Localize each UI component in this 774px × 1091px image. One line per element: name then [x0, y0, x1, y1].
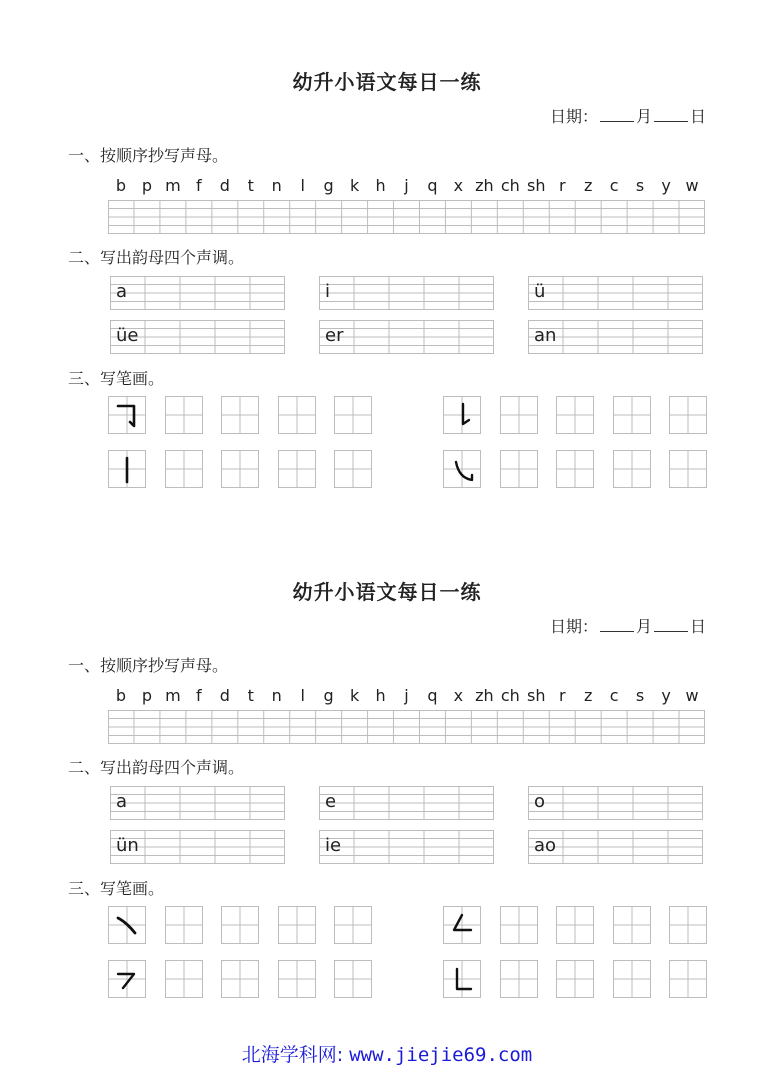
stroke-practice-grid[interactable]	[556, 960, 594, 998]
initial-letter: p	[141, 176, 152, 195]
stroke-example-grid[interactable]	[108, 396, 146, 434]
final-tone-box	[319, 320, 494, 354]
stroke-practice-grid[interactable]	[613, 960, 651, 998]
stroke-practice-grid[interactable]	[669, 960, 707, 998]
final-tone-box	[528, 320, 703, 354]
date-line	[550, 104, 706, 127]
initial-letter: y	[661, 176, 671, 195]
stroke-practice-grid[interactable]	[165, 906, 203, 944]
initial-letter: k	[349, 686, 360, 705]
final-writing-grid[interactable]	[528, 786, 703, 820]
initial-letter: h	[375, 686, 386, 705]
final-label: an	[534, 325, 557, 346]
final-label: a	[116, 791, 128, 812]
initials-row	[108, 686, 705, 708]
final-label: ün	[116, 835, 139, 856]
initial-letter: c	[609, 686, 619, 705]
stroke-practice-grid[interactable]	[334, 906, 372, 944]
initial-letter: r	[558, 176, 566, 195]
stroke-practice-grid[interactable]	[278, 906, 316, 944]
final-tone-box	[319, 830, 494, 864]
final-label: ie	[325, 835, 342, 856]
initial-letter: k	[349, 176, 360, 195]
stroke-practice-grid[interactable]	[334, 450, 372, 488]
final-writing-grid[interactable]	[319, 320, 494, 354]
initial-letter: sh	[527, 176, 546, 195]
final-tone-box	[528, 786, 703, 820]
stroke-practice-grid[interactable]	[500, 396, 538, 434]
stroke-example-grid[interactable]	[443, 906, 481, 944]
initial-letter: z	[583, 686, 593, 705]
final-writing-grid[interactable]	[319, 786, 494, 820]
initials-writing-grid[interactable]	[108, 710, 705, 744]
initial-letter: b	[115, 686, 127, 705]
stroke-example-grid[interactable]	[108, 906, 146, 944]
section-3-heading: 三、写笔画。	[68, 879, 165, 898]
initial-letter: d	[219, 176, 230, 195]
stroke-practice-grid[interactable]	[613, 906, 651, 944]
initial-letter: w	[685, 176, 699, 195]
stroke-practice-grid[interactable]	[278, 450, 316, 488]
stroke-practice-grid[interactable]	[669, 396, 707, 434]
initial-letter: r	[558, 686, 566, 705]
initial-letter: f	[196, 686, 202, 705]
footer-site: 北海学科网:	[241, 1044, 344, 1066]
stroke-example-grid[interactable]	[443, 396, 481, 434]
date-line	[550, 614, 706, 637]
initial-letter: zh	[475, 686, 494, 705]
final-tone-box	[110, 830, 285, 864]
initial-letter: sh	[527, 686, 546, 705]
footer-url[interactable]: www.jiejie69.com	[349, 1044, 533, 1066]
section-2-heading: 二、写出韵母四个声调。	[68, 758, 245, 777]
stroke-practice-grid[interactable]	[165, 960, 203, 998]
stroke-practice-grid[interactable]	[556, 396, 594, 434]
date-label: 日期：	[549, 617, 598, 636]
stroke-practice-grid[interactable]	[221, 396, 259, 434]
stroke-practice-grid[interactable]	[500, 960, 538, 998]
stroke-practice-grid[interactable]	[556, 906, 594, 944]
initial-letter: p	[141, 686, 152, 705]
final-writing-grid[interactable]	[110, 276, 285, 310]
initials-row	[108, 176, 705, 198]
final-tone-box	[528, 276, 703, 310]
stroke-example-grid[interactable]	[443, 960, 481, 998]
final-tone-box	[110, 786, 285, 820]
date-label: 日期：	[549, 107, 598, 126]
section-2-heading: 二、写出韵母四个声调。	[68, 248, 245, 267]
day-blank[interactable]	[654, 617, 688, 632]
month-label: 月	[635, 107, 652, 126]
stroke-practice-grid[interactable]	[221, 906, 259, 944]
initial-letter: q	[427, 176, 438, 195]
initial-letter: c	[609, 176, 619, 195]
final-writing-grid[interactable]	[110, 786, 285, 820]
initial-letter: w	[685, 686, 699, 705]
month-blank[interactable]	[600, 107, 634, 122]
stroke-practice-grid[interactable]	[500, 450, 538, 488]
final-writing-grid[interactable]	[319, 830, 494, 864]
stroke-practice-grid[interactable]	[334, 396, 372, 434]
final-tone-box	[110, 320, 285, 354]
initial-letter: q	[427, 686, 438, 705]
initial-letter: n	[271, 176, 282, 195]
stroke-practice-grid[interactable]	[334, 960, 372, 998]
final-label: er	[325, 325, 344, 346]
month-label: 月	[635, 617, 652, 636]
footer	[0, 1040, 774, 1067]
initial-letter: b	[115, 176, 127, 195]
initials-writing-grid[interactable]	[108, 200, 705, 234]
final-label: o	[534, 791, 546, 812]
stroke-practice-grid[interactable]	[221, 450, 259, 488]
stroke-practice-grid[interactable]	[500, 906, 538, 944]
initial-letter: s	[635, 176, 645, 195]
final-tone-box	[110, 276, 285, 310]
initial-letter: y	[661, 686, 671, 705]
final-writing-grid[interactable]	[528, 276, 703, 310]
initial-letter: t	[247, 686, 254, 705]
initial-letter: h	[375, 176, 386, 195]
initial-letter: g	[323, 176, 334, 195]
initial-letter: d	[219, 686, 230, 705]
final-label: üe	[116, 325, 139, 346]
stroke-practice-grid[interactable]	[278, 396, 316, 434]
stroke-practice-grid[interactable]	[165, 396, 203, 434]
initial-letter: j	[404, 176, 409, 195]
initial-letter: ch	[500, 176, 520, 195]
stroke-example-grid[interactable]	[108, 450, 146, 488]
day-label: 日	[689, 617, 706, 636]
initial-letter: l	[300, 686, 305, 705]
stroke-practice-grid[interactable]	[613, 396, 651, 434]
final-label: i	[325, 281, 331, 302]
initial-letter: g	[323, 686, 334, 705]
stroke-practice-grid[interactable]	[221, 960, 259, 998]
stroke-practice-grid[interactable]	[613, 450, 651, 488]
section-1-heading: 一、按顺序抄写声母。	[68, 656, 229, 675]
final-label: e	[325, 791, 337, 812]
worksheet-1	[0, 0, 774, 500]
section-3-heading: 三、写笔画。	[68, 369, 165, 388]
initial-letter: m	[165, 176, 181, 195]
initial-letter: s	[635, 686, 645, 705]
initial-letter: z	[583, 176, 593, 195]
final-label: a	[116, 281, 128, 302]
stroke-practice-grid[interactable]	[669, 906, 707, 944]
day-blank[interactable]	[654, 107, 688, 122]
final-label: ü	[534, 281, 546, 302]
stroke-practice-grid[interactable]	[669, 450, 707, 488]
worksheet-title: 幼升小语文每日一练	[292, 580, 482, 604]
month-blank[interactable]	[600, 617, 634, 632]
initial-letter: zh	[475, 176, 494, 195]
initial-letter: l	[300, 176, 305, 195]
initial-letter: ch	[500, 686, 520, 705]
final-tone-box	[319, 786, 494, 820]
initial-letter: x	[453, 686, 464, 705]
worksheet-title: 幼升小语文每日一练	[292, 70, 482, 94]
initial-letter: m	[165, 686, 181, 705]
final-tone-box	[319, 276, 494, 310]
stroke-practice-grid[interactable]	[556, 450, 594, 488]
initial-letter: n	[271, 686, 282, 705]
day-label: 日	[689, 107, 706, 126]
worksheet-2	[0, 510, 774, 1010]
final-writing-grid[interactable]	[319, 276, 494, 310]
stroke-practice-grid[interactable]	[165, 450, 203, 488]
initial-letter: j	[404, 686, 409, 705]
final-tone-box	[528, 830, 703, 864]
stroke-practice-grid[interactable]	[278, 960, 316, 998]
initial-letter: t	[247, 176, 254, 195]
stroke-example-grid[interactable]	[108, 960, 146, 998]
initial-letter: x	[453, 176, 464, 195]
initial-letter: f	[196, 176, 202, 195]
final-label: ao	[534, 835, 557, 856]
section-1-heading: 一、按顺序抄写声母。	[68, 146, 229, 165]
stroke-example-grid[interactable]	[443, 450, 481, 488]
